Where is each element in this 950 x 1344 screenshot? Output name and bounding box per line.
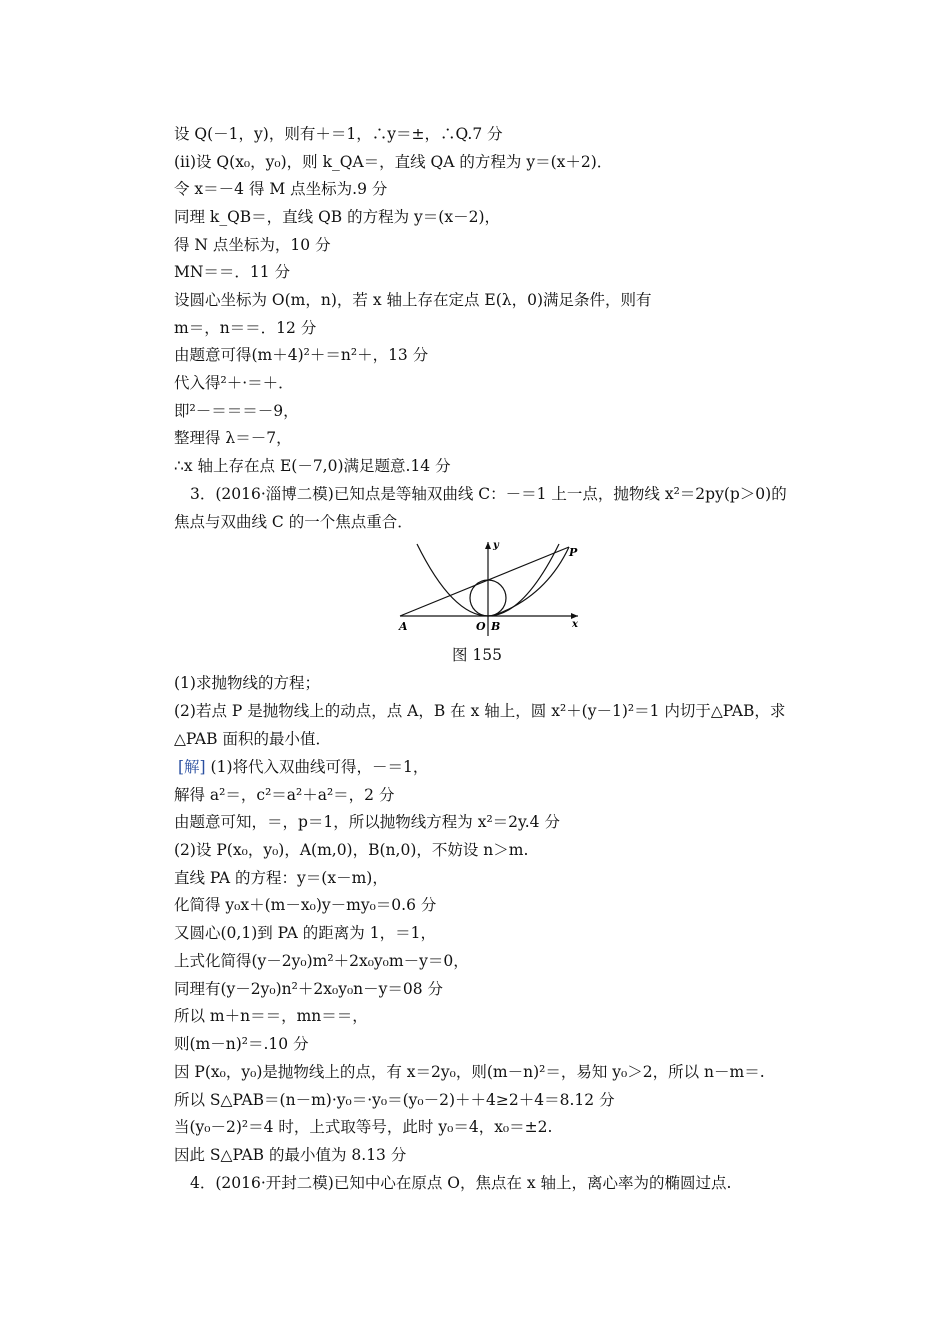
text-line	[190, 484, 787, 504]
figure-caption: 图 155	[452, 646, 503, 664]
text-line	[174, 235, 331, 255]
text-line	[190, 1173, 732, 1193]
line-text: MN＝＝．11 分	[174, 263, 291, 281]
text-line	[174, 868, 388, 888]
line-text: 直线 PA 的方程：y＝(x－m)，	[174, 869, 388, 887]
text-line	[174, 262, 290, 282]
text-line	[174, 951, 469, 971]
text-line	[174, 1145, 406, 1165]
line-text: (1)求抛物线的方程；	[174, 674, 320, 692]
text-line	[178, 757, 428, 777]
text-line	[174, 428, 292, 448]
line-text: m＝，n＝＝．12 分	[174, 319, 317, 337]
line-text: (1)将代入双曲线可得，－＝1，	[210, 758, 429, 776]
text-line	[174, 1034, 309, 1054]
figure-155	[395, 538, 585, 638]
text-line	[174, 179, 387, 199]
line-text: 则(m－n)²＝.10 分	[174, 1035, 309, 1053]
line-text: 因 P(x₀，y₀)是抛物线上的点，有 x＝2y₀，则(m－n)²＝，易知 y₀＞2，所以 n－m＝.	[174, 1063, 765, 1081]
text-line	[174, 152, 612, 172]
text-line	[174, 1090, 615, 1110]
line-text: 3．(2016·淄博二模)已知点是等轴双曲线 C：－＝1 上一点，抛物线 x²＝2py(p＞0)的	[190, 485, 787, 503]
text-line	[174, 840, 528, 860]
text-line	[174, 1117, 552, 1137]
text-line	[174, 401, 299, 421]
line-text: 4．(2016·开封二模)已知中心在原点 O，焦点在 x 轴上，离心率为的椭圆过点.	[190, 1174, 732, 1192]
line-text: 即²－＝＝＝－9，	[174, 402, 299, 420]
label-p: P	[569, 546, 578, 559]
solution-marker: [解]	[178, 758, 206, 776]
label-a: A	[399, 620, 408, 633]
label-b: B	[491, 620, 501, 633]
line-text: 焦点与双曲线 C 的一个焦点重合．	[174, 513, 413, 531]
text-line	[174, 512, 413, 532]
text-line	[174, 785, 394, 805]
label-o: O	[476, 620, 486, 633]
text-line	[174, 729, 331, 749]
line-text: 同理 k_QB＝，直线 QB 的方程为 y＝(x－2)，	[174, 208, 501, 226]
side-pa	[400, 547, 569, 616]
text-line	[174, 673, 320, 693]
line-text: 所以 S△PAB＝(n－m)·y₀＝·y₀＝(y₀－2)＋＋4≥2＋4＝8.12 分	[174, 1091, 615, 1109]
line-text: 所以 m＋n＝＝，mn＝＝，	[174, 1007, 368, 1025]
text-line	[174, 895, 436, 915]
line-text: 由题意可得(m＋4)²＋＝n²＋，13 分	[174, 346, 429, 364]
line-text: 解得 a²＝，c²＝a²＋a²＝，2 分	[174, 786, 395, 804]
line-text: 令 x＝－4 得 M 点坐标为.9 分	[174, 180, 388, 198]
line-text: 因此 S△PAB 的最小值为 8.13 分	[174, 1146, 407, 1164]
text-line	[174, 290, 652, 310]
text-line	[174, 456, 451, 476]
side-pb	[492, 547, 569, 616]
text-line	[174, 812, 560, 832]
line-text: 同理有(y－2y₀)n²＋2x₀y₀n－y＝08 分	[174, 980, 444, 998]
line-text: 由题意可知，＝，p＝1，所以抛物线方程为 x²＝2y.4 分	[174, 813, 560, 831]
line-text: 设 Q(－1，y)，则有＋＝1，∴y＝±，∴Q.7 分	[174, 125, 503, 143]
line-text: 上式化简得(y－2y₀)m²＋2x₀y₀m－y＝0，	[174, 952, 469, 970]
line-text: 得 N 点坐标为，10 分	[174, 236, 331, 254]
line-text: 又圆心(0,1)到 PA 的距离为 1，＝1，	[174, 924, 436, 942]
line-text: 设圆心坐标为 O(m，n)，若 x 轴上存在定点 E(λ，0)满足条件，则有	[174, 291, 652, 309]
text-line	[174, 124, 503, 144]
text-line	[174, 318, 316, 338]
text-line	[174, 345, 428, 365]
text-line	[174, 1006, 368, 1026]
line-text: △PAB 面积的最小值．	[174, 730, 331, 748]
text-line	[174, 1062, 765, 1082]
text-line	[174, 207, 500, 227]
y-axis-arrow	[485, 542, 491, 549]
line-text: 代入得²＋·＝＋．	[174, 374, 294, 392]
label-y: y	[493, 540, 499, 551]
text-line	[174, 373, 294, 393]
line-text: 当(y₀－2)²＝4 时，上式取等号，此时 y₀＝4，x₀＝±2.	[174, 1118, 553, 1136]
label-x: x	[572, 619, 578, 630]
line-text: (2)若点 P 是抛物线上的动点，点 A，B 在 x 轴上，圆 x²＋(y－1)²＝1 内切于△PAB，求	[174, 702, 786, 720]
text-line	[174, 701, 785, 721]
text-line	[174, 979, 443, 999]
text-line	[174, 923, 436, 943]
line-text: ∴x 轴上存在点 E(－7,0)满足题意.14 分	[174, 457, 451, 475]
line-text: (ⅱ)设 Q(x₀，y₀)，则 k_QA＝，直线 QA 的方程为 y＝(x＋2)．	[174, 153, 613, 171]
line-text: 整理得 λ＝－7，	[174, 429, 292, 447]
line-text: 化简得 y₀x＋(m－x₀)y－my₀＝0.6 分	[174, 896, 437, 914]
line-text: (2)设 P(x₀，y₀)，A(m,0)，B(n,0)，不妨设 n＞m.	[174, 841, 529, 859]
